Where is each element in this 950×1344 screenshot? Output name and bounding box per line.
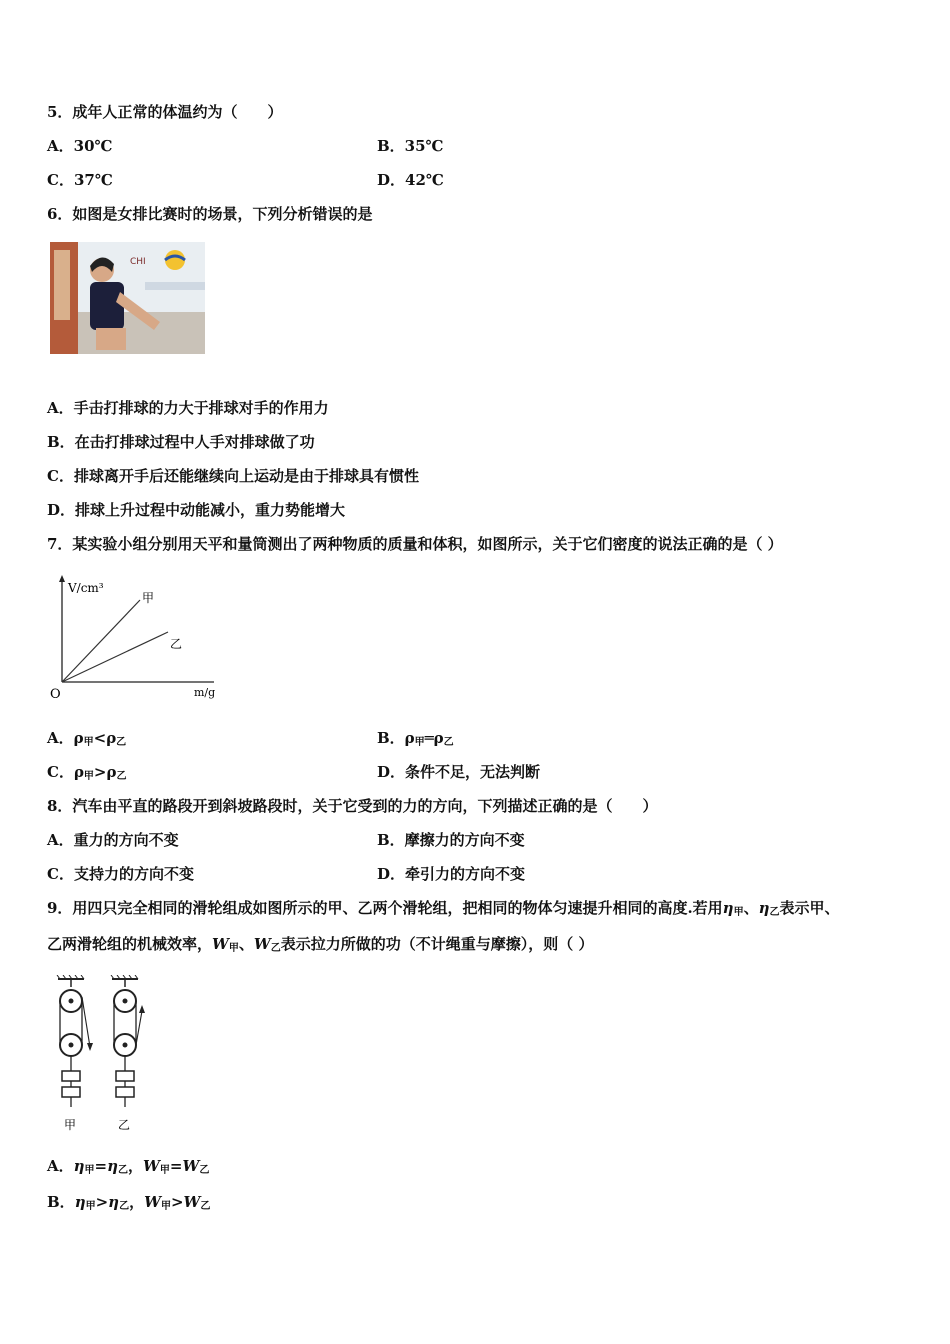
label-jia: 甲: [64, 1118, 77, 1132]
q6-option-c[interactable]: C．排球离开手后还能继续向上运动是由于排球具有惯性: [47, 467, 419, 485]
line-yi: [62, 632, 168, 682]
q7-option-b[interactable]: B．$\rho_甲═\rho_乙$: [377, 729, 454, 748]
q6-option-d[interactable]: D．排球上升过程中动能减小，重力势能增大: [47, 501, 346, 519]
line-jia: [62, 600, 140, 682]
q8-stem: 8．汽车由平直的路段开到斜坡路段时，关于它受到的力的方向，下列描述正确的是（ ）: [47, 797, 658, 815]
q6-option-a[interactable]: A．手击打排球的力大于排球对手的作用力: [47, 399, 329, 417]
q9-option-b[interactable]: B．$\eta_甲>\eta_乙$，$W_甲>W_乙$: [47, 1193, 211, 1212]
q6-stem: 6．如图是女排比赛时的场景，下列分析错误的是: [47, 205, 373, 223]
y-axis-label: V/cm³: [68, 581, 104, 595]
label-jia: 甲: [142, 591, 155, 605]
q8-option-c[interactable]: C．支持力的方向不变: [47, 865, 194, 883]
q6-option-b[interactable]: B．在击打排球过程中人手对排球做了功: [47, 433, 315, 451]
q5-option-c[interactable]: C．37℃: [47, 171, 113, 189]
label-yi: 乙: [170, 637, 183, 651]
q5-option-b[interactable]: B．35℃: [377, 137, 444, 155]
q9-option-a[interactable]: A．$\eta_甲=\eta_乙$，$W_甲=W_乙$: [47, 1157, 210, 1176]
q5-option-a[interactable]: A．30℃: [47, 137, 113, 155]
q7-option-d[interactable]: D．条件不足，无法判断: [377, 763, 541, 781]
q9-stem-line2: 乙两滑轮组的机械效率，$W_甲$、$W_乙$表示拉力所做的功（不计绳重与摩擦），则（ ）: [47, 935, 594, 954]
origin-label: O: [50, 687, 61, 702]
q8-option-a[interactable]: A．重力的方向不变: [47, 831, 179, 849]
q5-option-d[interactable]: D．42℃: [377, 171, 444, 189]
q7-option-a[interactable]: A．$\rho_甲<\rho_乙$: [47, 729, 127, 748]
q8-option-d[interactable]: D．牵引力的方向不变: [377, 865, 526, 883]
q9-stem-line1: 9．用四只完全相同的滑轮组成如图所示的甲、乙两个滑轮组，把相同的物体匀速提升相同的高度.若用$\eta_甲$、$\eta_乙$表示甲、: [47, 899, 840, 918]
svg-text:CHI: CHI: [130, 257, 146, 267]
pulley-system-figure: [50, 975, 160, 1135]
q7-option-c[interactable]: C．$\rho_甲>\rho_乙$: [47, 763, 127, 782]
q7-stem: 7．某实验小组分别用天平和量筒测出了两种物质的质量和体积，如图所示，关于它们密度的说法正确的是（ ）: [47, 535, 783, 553]
x-axis-label: m/g: [194, 686, 216, 699]
q5-stem: 5．成年人正常的体温约为（ ）: [47, 103, 283, 121]
volleyball-photo: [50, 242, 205, 354]
q8-option-b[interactable]: B．摩擦力的方向不变: [377, 831, 525, 849]
label-yi: 乙: [118, 1118, 131, 1132]
density-graph: [44, 572, 224, 707]
